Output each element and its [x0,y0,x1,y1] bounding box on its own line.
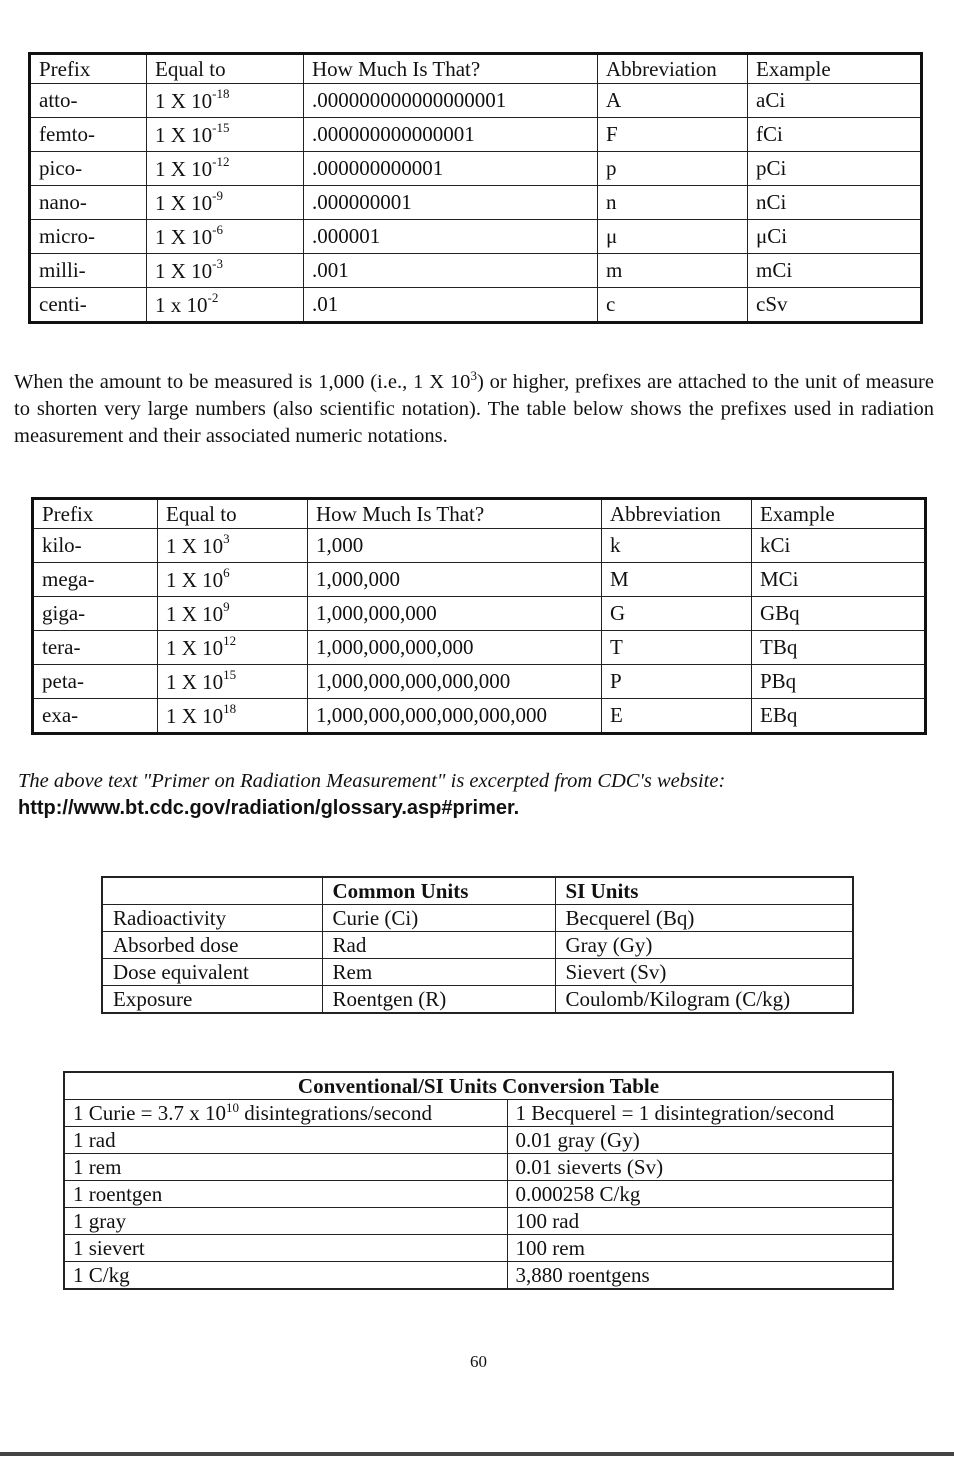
source-text: The above text "Primer on Radiation Measurement" is excerpted from CDC's website: [18,770,726,792]
table-row [102,959,853,986]
exponent: 6 [223,564,230,580]
units-table [101,876,854,1014]
column-header [102,877,322,905]
column-header: How Much Is That? [304,54,598,84]
conversion-left-cell: 1 roentgen [64,1181,507,1208]
value-cell: .000000000001 [304,152,598,186]
base-text: 1 X 10 [155,190,213,215]
bottom-rule [0,1452,954,1456]
abbreviation-cell: P [602,665,752,699]
example-cell: μCi [748,220,922,254]
abbreviation-cell: μ [598,220,748,254]
equal-to-cell [158,563,308,597]
base-text: 1 x 10 [155,292,208,317]
unit-cell: Roentgen (R) [322,986,555,1014]
column-header: Example [748,54,922,84]
table-row [102,905,853,932]
value-cell: .000000000000001 [304,118,598,152]
column-header: Example [752,499,926,529]
value-cell: .01 [304,288,598,323]
equal-to-cell [158,699,308,734]
equal-to-cell [147,220,304,254]
unit-cell: Sievert (Sv) [555,959,853,986]
column-header: Common Units [322,877,555,905]
abbreviation-cell: G [602,597,752,631]
abbreviation-cell: E [602,699,752,734]
value-cell: 1,000,000 [308,563,602,597]
example-cell: PBq [752,665,926,699]
exponent: -9 [212,187,224,203]
table-row [64,1181,893,1208]
table-row [33,665,926,699]
exponent: 3 [223,530,230,546]
table-row [30,288,922,323]
conversion-table [63,1071,894,1290]
quantity-cell: Absorbed dose [102,932,322,959]
unit-cell: Rad [322,932,555,959]
conversion-right-cell: 1 Becquerel = 1 disintegration/second [507,1100,893,1127]
base-text: 1 X 10 [155,122,213,147]
table-row [102,986,853,1014]
exponent: 12 [223,632,237,648]
conversion-right-cell: 0.01 gray (Gy) [507,1127,893,1154]
value-cell: .000001 [304,220,598,254]
value-cell: 1,000,000,000,000,000,000 [308,699,602,734]
equal-to-cell [158,631,308,665]
column-header: Abbreviation [602,499,752,529]
unit-cell: Becquerel (Bq) [555,905,853,932]
equal-to-cell [147,288,304,323]
unit-cell: Gray (Gy) [555,932,853,959]
column-header: Prefix [30,54,147,84]
example-cell: TBq [752,631,926,665]
prefix-cell: mega- [33,563,158,597]
value-cell: .001 [304,254,598,288]
exponent: -15 [212,119,230,135]
example-cell: aCi [748,84,922,118]
conversion-right-cell: 0.01 sieverts (Sv) [507,1154,893,1181]
column-header: Equal to [158,499,308,529]
abbreviation-cell: c [598,288,748,323]
prefix-cell: pico- [30,152,147,186]
value-cell: 1,000,000,000,000,000 [308,665,602,699]
example-cell: mCi [748,254,922,288]
table-row [30,118,922,152]
prefix-cell: atto- [30,84,147,118]
base-text: 1 X 10 [155,156,213,181]
value-cell: .000000000000000001 [304,84,598,118]
column-header: How Much Is That? [308,499,602,529]
table-row [33,529,926,563]
exponent: -18 [212,85,230,101]
prefix-cell: peta- [33,665,158,699]
conversion-table-title: Conventional/SI Units Conversion Table [64,1072,893,1100]
column-header: Prefix [33,499,158,529]
column-header: SI Units [555,877,853,905]
unit-cell: Coulomb/Kilogram (C/kg) [555,986,853,1014]
abbreviation-cell: A [598,84,748,118]
table-row [64,1208,893,1235]
quantity-cell: Radioactivity [102,905,322,932]
prefix-cell: femto- [30,118,147,152]
table-row [102,932,853,959]
equal-to-cell [147,254,304,288]
prefix-cell: milli- [30,254,147,288]
prefix-cell: kilo- [33,529,158,563]
table-row [64,1154,893,1181]
conversion-right-cell: 3,880 roentgens [507,1262,893,1290]
base-text: 1 X 10 [166,601,224,626]
small-prefix-table [28,52,923,324]
base-text: 1 X 10 [155,224,213,249]
prefix-cell: exa- [33,699,158,734]
table-row [33,699,926,734]
example-cell: MCi [752,563,926,597]
prefix-cell: tera- [33,631,158,665]
table-row [64,1262,893,1290]
conversion-right-cell: 100 rem [507,1235,893,1262]
column-header: Abbreviation [598,54,748,84]
abbreviation-cell: T [602,631,752,665]
exponent: -6 [212,221,224,237]
table-row [30,186,922,220]
source-note: The above text "Primer on Radiation Measurement" is excerpted from CDC's website: http://www.bt.cdc.gov/radiation/glossary.asp#primer. [18,770,726,819]
prefix-cell: giga- [33,597,158,631]
table-row [64,1127,893,1154]
equal-to-cell [147,118,304,152]
table-row [30,152,922,186]
table-row [30,254,922,288]
conversion-right-cell: 100 rad [507,1208,893,1235]
value-cell: 1,000,000,000 [308,597,602,631]
conversion-left-cell: 1 sievert [64,1235,507,1262]
quantity-cell: Exposure [102,986,322,1014]
table-row [33,631,926,665]
abbreviation-cell: p [598,152,748,186]
unit-cell: Curie (Ci) [322,905,555,932]
table-row [30,220,922,254]
header-row [102,877,853,905]
equal-to-cell [147,152,304,186]
abbreviation-cell: M [602,563,752,597]
prefix-cell: micro- [30,220,147,254]
header-row [30,54,922,84]
exponent: 9 [223,598,230,614]
conversion-left-cell: 1 rem [64,1154,507,1181]
base-text: 1 X 10 [166,635,224,660]
conversion-left-cell: 1 rad [64,1127,507,1154]
conversion-left-cell: 1 gray [64,1208,507,1235]
table-row [64,1235,893,1262]
exponent: -3 [212,255,224,271]
equal-to-cell [147,84,304,118]
value-cell: 1,000 [308,529,602,563]
base-text: 1 X 10 [166,533,224,558]
base-text: 1 X 10 [166,703,224,728]
abbreviation-cell: F [598,118,748,152]
table-row [33,563,926,597]
base-text: 1 X 10 [155,258,213,283]
quantity-cell: Dose equivalent [102,959,322,986]
base-text: 1 X 10 [155,88,213,113]
example-cell: kCi [752,529,926,563]
prefix-cell: centi- [30,288,147,323]
unit-cell: Rem [322,959,555,986]
example-cell: GBq [752,597,926,631]
exponent: 15 [223,666,237,682]
abbreviation-cell: m [598,254,748,288]
page-number: 60 [470,1352,487,1371]
table-row [33,597,926,631]
equal-to-cell [147,186,304,220]
value-cell: 1,000,000,000,000 [308,631,602,665]
equal-to-cell [158,529,308,563]
example-cell: cSv [748,288,922,323]
large-prefix-table [31,497,927,735]
conversion-right-cell: 0.000258 C/kg [507,1181,893,1208]
table-row [64,1100,893,1127]
value-cell: .000000001 [304,186,598,220]
base-text: 1 X 10 [166,669,224,694]
equal-to-cell [158,665,308,699]
table-row [30,84,922,118]
abbreviation-cell: k [602,529,752,563]
exponent: -12 [212,153,230,169]
equal-to-cell [158,597,308,631]
header-row [33,499,926,529]
example-cell: nCi [748,186,922,220]
abbreviation-cell: n [598,186,748,220]
exponent: -2 [207,289,219,305]
example-cell: pCi [748,152,922,186]
source-url[interactable]: http://www.bt.cdc.gov/radiation/glossary.asp#primer [18,797,514,819]
intro-paragraph: When the amount to be measured is 1,000 (i.e., 1 X $10^3$) or higher, prefixes are attached to the unit of measure to shorten very large numbers (also scientific notation). The table below shows the prefixes used in radiation measurement and their associated numeric notations. [14,368,934,447]
conversion-left-cell: 1 Curie = 3.7 x $10^{10}$ disintegrations/second [64,1100,507,1127]
exponent: 18 [223,700,237,716]
base-text: 1 X 10 [166,567,224,592]
prefix-cell: nano- [30,186,147,220]
example-cell: EBq [752,699,926,734]
example-cell: fCi [748,118,922,152]
column-header: Equal to [147,54,304,84]
conversion-left-cell: 1 C/kg [64,1262,507,1290]
